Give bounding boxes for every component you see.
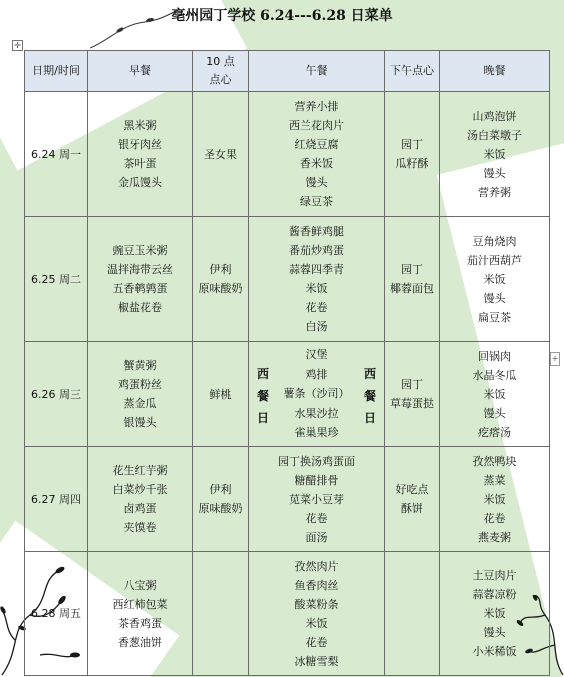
menu-item: 酸菜粉条	[294, 597, 339, 611]
menu-item: 白菜炒千张	[112, 483, 168, 496]
table-add-column-icon[interactable]: +	[550, 352, 560, 366]
menu-item: 香葱油饼	[118, 635, 162, 649]
date-cell: 6.27 周四	[25, 447, 88, 552]
side-char: 日	[256, 411, 269, 425]
header-dinner: 晚餐	[440, 51, 550, 92]
menu-item: 薯条（沙司）	[283, 387, 350, 400]
menu-item: 米饭	[305, 616, 328, 630]
menu-item: 雀巢果珍	[294, 426, 339, 439]
menu-item: 伊利	[209, 483, 232, 496]
menu-item: 苋菜小豆芽	[289, 492, 344, 506]
menu-item: 水晶冬瓜	[472, 368, 517, 382]
menu-item: 西红柿包菜	[112, 597, 168, 611]
menu-item: 红烧豆腐	[294, 138, 339, 151]
header-lunch: 午餐	[249, 51, 385, 92]
menu-item: 孜然鸭块	[472, 454, 517, 468]
menu-item: 园丁	[401, 263, 423, 276]
date-cell: 6.24 周一	[25, 92, 88, 217]
dinner-cell	[440, 552, 550, 676]
breakfast-cell	[88, 447, 193, 552]
menu-item: 疙瘩汤	[478, 425, 511, 439]
side-char: 日	[363, 411, 376, 425]
snack-pm-cell	[385, 447, 440, 552]
menu-item: 馒头	[483, 166, 506, 180]
side-char: 餐	[256, 389, 269, 403]
menu-item: 花生红芋粥	[112, 464, 168, 477]
menu-item: 营养粥	[478, 185, 511, 199]
menu-item: 山鸡泡饼	[472, 109, 517, 123]
menu-item: 温拌海带云丝	[107, 263, 173, 276]
side-char: 西	[363, 367, 376, 381]
menu-item: 土豆肉片	[472, 569, 517, 582]
menu-item: 好吃点	[395, 483, 429, 496]
menu-item: 花卷	[305, 301, 328, 314]
menu-item: 燕麦粥	[478, 530, 511, 544]
menu-item: 蟹黄粥	[123, 359, 157, 372]
snack-am-cell	[193, 552, 249, 676]
header-snack-am-label: 10 点点心	[206, 55, 235, 86]
menu-item: 小米稀饭	[472, 645, 517, 658]
menu-item: 米饭	[483, 272, 506, 286]
menu-item: 鸡蛋粉丝	[118, 378, 162, 391]
menu-item: 原味酸奶	[198, 282, 243, 295]
lunch-cell	[249, 92, 385, 217]
table-row	[25, 552, 550, 676]
menu-item: 园丁	[401, 138, 423, 151]
snack-pm-cell	[385, 342, 440, 447]
menu-item: 米饭	[483, 607, 506, 620]
dinner-cell	[440, 342, 550, 447]
menu-item: 园丁	[401, 378, 423, 391]
snack-am-cell	[193, 342, 249, 447]
menu-item: 米饭	[305, 282, 328, 295]
menu-item: 糖醋排骨	[294, 473, 339, 487]
snack-pm-cell	[385, 217, 440, 342]
table-move-handle-icon[interactable]: ✛	[12, 40, 23, 51]
header-breakfast: 早餐	[88, 51, 193, 92]
menu-item: 黑米粥	[123, 119, 157, 132]
western-lunch-items	[269, 345, 364, 443]
menu-table	[24, 50, 550, 676]
menu-item: 八宝粥	[123, 578, 157, 592]
western-day-label-right	[363, 363, 377, 429]
menu-item: 伊利	[209, 263, 232, 276]
menu-item: 馒头	[305, 176, 328, 189]
header-date: 日期/时间	[25, 51, 88, 92]
menu-item: 椰蓉面包	[390, 282, 434, 295]
header-row	[25, 51, 550, 92]
menu-item: 圣女果	[204, 147, 237, 161]
menu-item: 香米饭	[300, 157, 333, 170]
menu-item: 水果沙拉	[294, 406, 339, 420]
menu-item: 蒜蓉凉粉	[472, 588, 517, 601]
menu-item: 鱼香肉丝	[294, 578, 339, 592]
menu-item: 馒头	[483, 406, 506, 420]
menu-item: 汤白菜墩子	[467, 128, 522, 142]
breakfast-cell	[88, 217, 193, 342]
menu-item: 扁豆茶	[478, 310, 511, 324]
menu-item: 花卷	[305, 635, 328, 649]
menu-item: 米饭	[483, 147, 506, 161]
lunch-cell	[249, 342, 385, 447]
western-lunch-block	[249, 345, 384, 443]
menu-item: 西兰花肉片	[289, 119, 344, 132]
menu-item: 蒸金瓜	[123, 397, 157, 410]
menu-item: 米饭	[483, 387, 506, 401]
menu-item: 园丁换汤鸡蛋面	[278, 454, 355, 468]
snack-am-cell	[193, 217, 249, 342]
lunch-cell	[249, 552, 385, 676]
menu-item: 酱香鲜鸡腿	[289, 225, 344, 238]
snack-am-cell	[193, 447, 249, 552]
table-row	[25, 342, 550, 447]
menu-item: 金瓜馒头	[118, 176, 162, 189]
menu-item: 瓜籽酥	[395, 157, 429, 170]
header-snack-am	[193, 51, 249, 92]
dinner-cell	[440, 447, 550, 552]
menu-item: 五香鹌鹑蛋	[112, 282, 168, 295]
menu-item: 孜然肉片	[294, 559, 339, 573]
table-row	[25, 217, 550, 342]
snack-pm-cell	[385, 92, 440, 217]
menu-item: 银牙肉丝	[118, 138, 162, 151]
table-row	[25, 92, 550, 217]
menu-item: 蒜蓉四季青	[289, 263, 344, 276]
breakfast-cell	[88, 92, 193, 217]
menu-item: 面汤	[305, 530, 328, 544]
breakfast-cell	[88, 552, 193, 676]
menu-item: 白汤	[305, 320, 328, 333]
menu-item: 冰糖雪梨	[294, 654, 339, 668]
menu-item: 蒸菜	[483, 473, 506, 487]
dinner-cell	[440, 217, 550, 342]
menu-item: 花卷	[483, 511, 506, 525]
menu-item: 馒头	[483, 626, 506, 639]
menu-item: 酥饼	[401, 502, 423, 515]
menu-item: 营养小排	[294, 100, 339, 113]
menu-item: 汉堡	[305, 348, 328, 361]
side-char: 餐	[363, 389, 376, 403]
menu-item: 卤鸡蛋	[123, 502, 157, 515]
menu-item: 米饭	[483, 492, 506, 506]
lunch-cell	[249, 447, 385, 552]
menu-item: 银馒头	[123, 416, 157, 429]
header-snack-pm: 下午点心	[385, 51, 440, 92]
page-title: 亳州园丁学校 6.24---6.28 日菜单	[171, 8, 393, 24]
menu-item: 茶香鸡蛋	[118, 616, 162, 630]
menu-item: 豌豆玉米粥	[112, 244, 168, 257]
menu-item: 鸡排	[305, 367, 328, 381]
snack-pm-cell	[385, 552, 440, 676]
western-day-label-left	[256, 363, 270, 429]
menu-item: 椒盐花卷	[118, 301, 162, 314]
menu-item: 馒头	[483, 291, 506, 305]
menu-item: 豆角烧肉	[472, 234, 517, 248]
date-cell: 6.26 周三	[25, 342, 88, 447]
menu-item: 回锅肉	[478, 349, 511, 363]
lunch-cell	[249, 217, 385, 342]
side-char: 西	[256, 367, 269, 381]
breakfast-cell	[88, 342, 193, 447]
menu-item: 绿豆茶	[300, 195, 333, 208]
menu-item: 鲜桃	[209, 387, 232, 401]
dinner-cell	[440, 92, 550, 217]
menu-item: 夹馍卷	[123, 521, 157, 534]
date-cell: 6.25 周二	[25, 217, 88, 342]
menu-item: 番茄炒鸡蛋	[289, 244, 344, 257]
table-row	[25, 447, 550, 552]
menu-item: 花卷	[305, 511, 328, 525]
menu-item: 茄汁西葫芦	[467, 253, 522, 267]
menu-item: 原味酸奶	[198, 502, 243, 515]
snack-am-cell	[193, 92, 249, 217]
date-cell: 6.28 周五	[25, 552, 88, 676]
menu-item: 茶叶蛋	[123, 157, 157, 170]
menu-item: 草莓蛋挞	[390, 397, 434, 410]
